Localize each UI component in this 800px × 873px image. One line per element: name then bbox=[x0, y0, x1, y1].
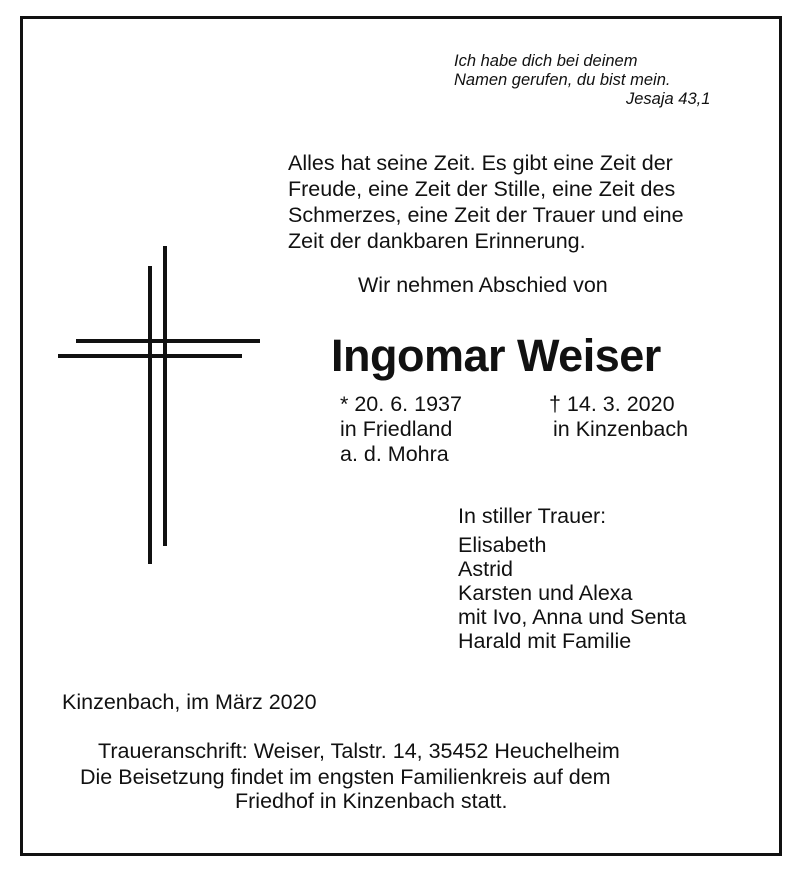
mourning-address: Traueranschrift: Weiser, Talstr. 14, 35452 Heuchelheim bbox=[98, 739, 620, 763]
mourner-name: Astrid bbox=[458, 557, 513, 581]
mourners-heading: In stiller Trauer: bbox=[458, 504, 607, 528]
cross-horizontal-bar-bottom bbox=[58, 354, 242, 358]
birth-place: in Friedland bbox=[340, 417, 453, 441]
double-line-cross-icon bbox=[58, 246, 260, 564]
birth-place-region: a. d. Mohra bbox=[340, 442, 449, 466]
burial-info-line-2: Friedhof in Kinzenbach statt. bbox=[235, 789, 508, 813]
burial-info-line-1: Die Beisetzung findet im engsten Familienkreis auf dem bbox=[80, 765, 611, 789]
cross-vertical-bar-right bbox=[163, 246, 167, 546]
place-and-date: Kinzenbach, im März 2020 bbox=[62, 690, 317, 714]
death-place: in Kinzenbach bbox=[553, 417, 689, 441]
farewell-text: Wir nehmen Abschied von bbox=[358, 273, 608, 297]
death-date: † 14. 3. 2020 bbox=[549, 392, 675, 416]
deceased-name: Ingomar Weiser bbox=[331, 330, 661, 381]
intro-line-4: Zeit der dankbaren Erinnerung. bbox=[288, 229, 586, 253]
quote-line-1: Ich habe dich bei deinem bbox=[454, 52, 638, 70]
quote-source: Jesaja 43,1 bbox=[626, 90, 711, 108]
intro-line-1: Alles hat seine Zeit. Es gibt eine Zeit der bbox=[288, 151, 673, 175]
cross-horizontal-bar-top bbox=[76, 339, 260, 343]
mourner-name: mit Ivo, Anna und Senta bbox=[458, 605, 687, 629]
mourner-name: Elisabeth bbox=[458, 533, 547, 557]
intro-line-2: Freude, eine Zeit der Stille, eine Zeit des bbox=[288, 177, 676, 201]
quote-line-2: Namen gerufen, du bist mein. bbox=[454, 71, 671, 89]
cross-vertical-bar-left bbox=[148, 266, 152, 564]
mourner-name: Karsten und Alexa bbox=[458, 581, 633, 605]
mourner-name: Harald mit Familie bbox=[458, 629, 632, 653]
intro-line-3: Schmerzes, eine Zeit der Trauer und eine bbox=[288, 203, 684, 227]
birth-date: * 20. 6. 1937 bbox=[340, 392, 462, 416]
